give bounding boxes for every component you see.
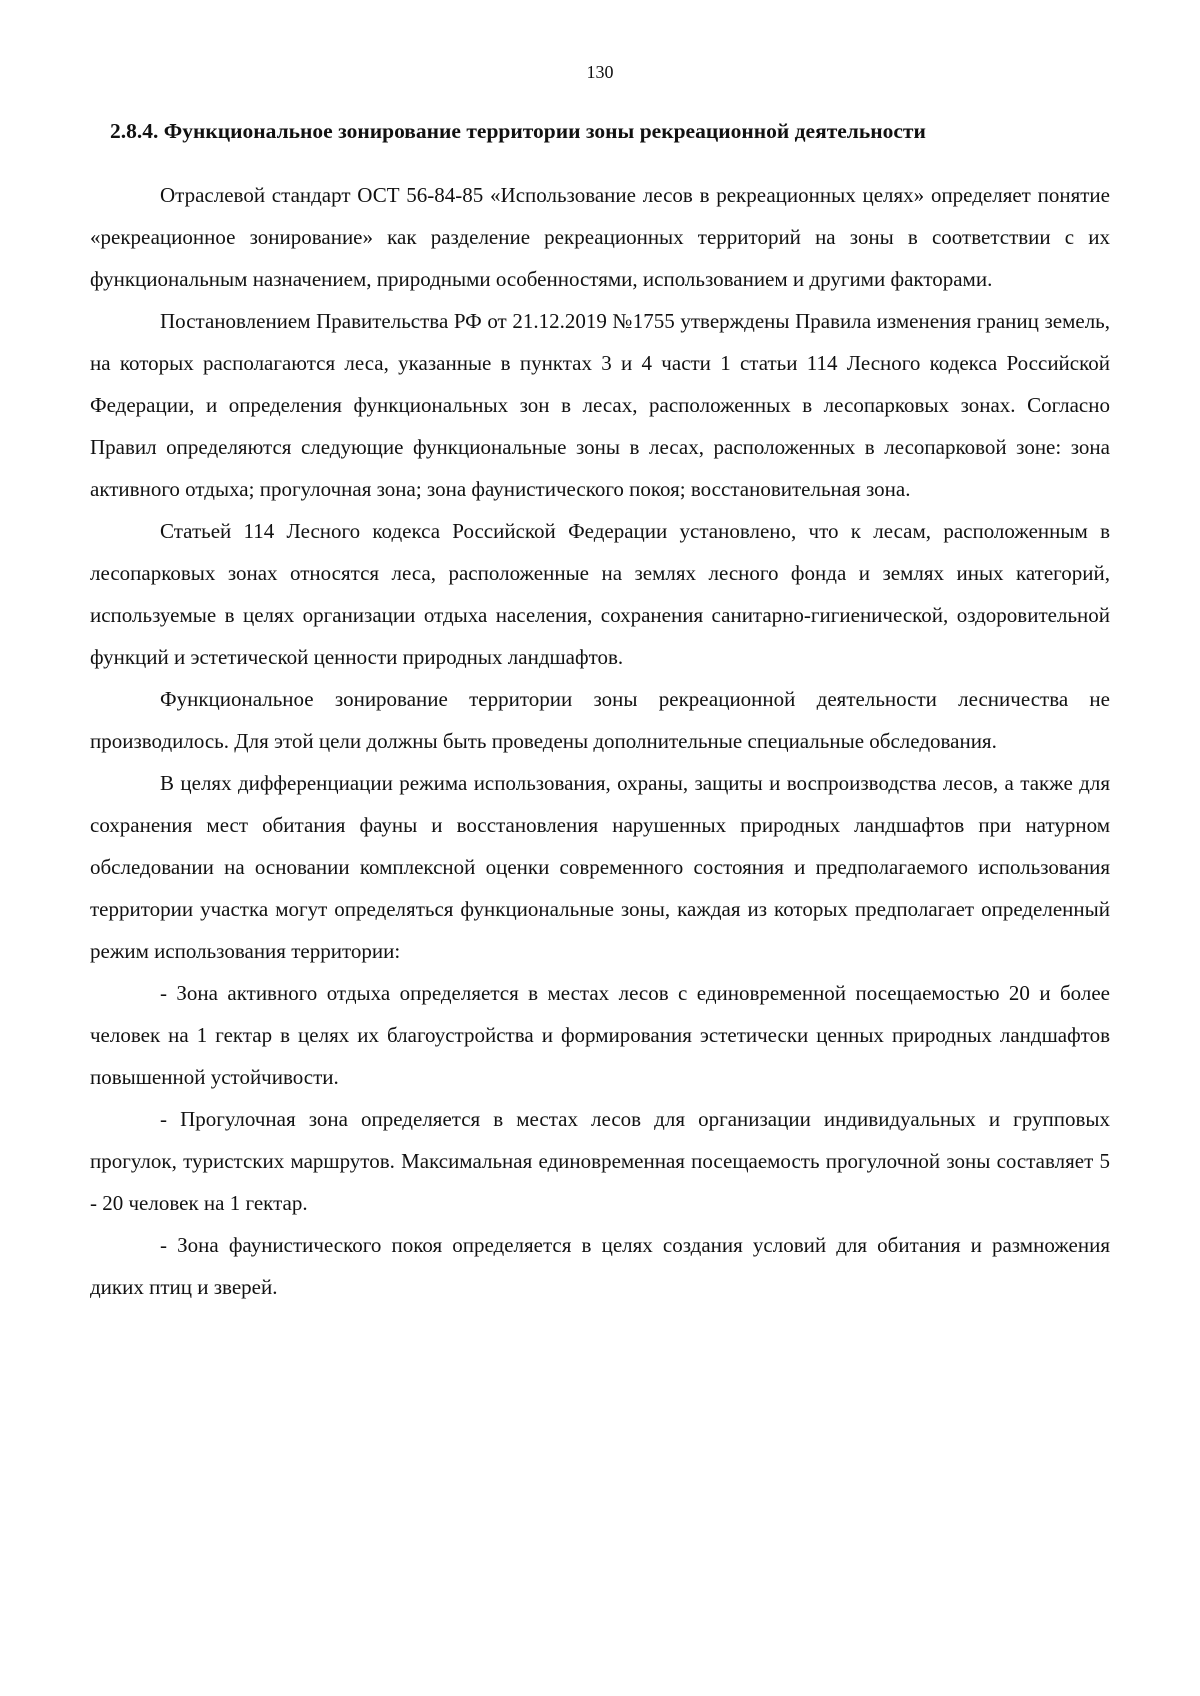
page-number: 130 (586, 62, 614, 82)
paragraph-forest-code-article: Статьей 114 Лесного кодекса Российской Федерации установлено, что к лесам, расположенным в лесопарковых зонах относятся леса, расположенные на землях лесного фонда и землях иных категорий, используемые в целях организации отдыха населения, сохранения санитарно-гигиенической, оздоровительной функций и эстетической ценности природных ландшафтов. (90, 519, 1110, 669)
paragraph-zoning-purposes: В целях дифференциации режима использования, охраны, защиты и воспроизводства лесов, а также для сохранения мест обитания фауны и восстановления нарушенных природных ландшафтов при натурном обследовании на основании комплексной оценки современного состояния и предполагаемого использования территории участка могут определяться функциональные зоны, каждая из которых предполагает определенный режим использования территории: (90, 771, 1110, 963)
page-body (90, 116, 1110, 1308)
paragraph-zoning-not-performed: Функциональное зонирование территории зоны рекреационной деятельности лесничества не производилось. Для этой цели должны быть проведены дополнительные специальные обследования. (90, 687, 1110, 753)
list-item-active-recreation-zone: - Зона активного отдыха определяется в местах лесов с единовременной посещаемостью 20 и более человек на 1 гектар в целях их благоустройства и формирования эстетически ценных природных ландшафтов повышенной устойчивости. (90, 981, 1110, 1089)
list-item-walking-zone: - Прогулочная зона определяется в местах лесов для организации индивидуальных и групповых прогулок, туристских маршрутов. Максимальная единовременная посещаемость прогулочной зоны составляет 5 - 20 человек на 1 гектар. (90, 1107, 1110, 1215)
paragraph-ost-standard: Отраслевой стандарт ОСТ 56-84-85 «Использование лесов в рекреационных целях» определяет понятие «рекреационное зонирование» как разделение рекреационных территорий на зоны в соответствии с их функциональным назначением, природными особенностями, использованием и другими факторами. (90, 183, 1110, 291)
list-item-faunistic-rest-zone: - Зона фаунистического покоя определяется в целях создания условий для обитания и размножения диких птиц и зверей. (90, 1233, 1110, 1299)
paragraph-government-decree: Постановлением Правительства РФ от 21.12.2019 №1755 утверждены Правила изменения границ земель, на которых располагаются леса, указанные в пунктах 3 и 4 части 1 статьи 114 Лесного кодекса Российской Федерации, и определения функциональных зон в лесах, расположенных в лесопарковых зонах. Согласно Правил определяются следующие функциональные зоны в лесах, расположенных в лесопарковой зоне: зона активного отдыха; прогулочная зона; зона фаунистического покоя; восстановительная зона. (90, 309, 1110, 501)
section-heading: 2.8.4. Функциональное зонирование территории зоны рекреационной деятельности (110, 119, 926, 143)
